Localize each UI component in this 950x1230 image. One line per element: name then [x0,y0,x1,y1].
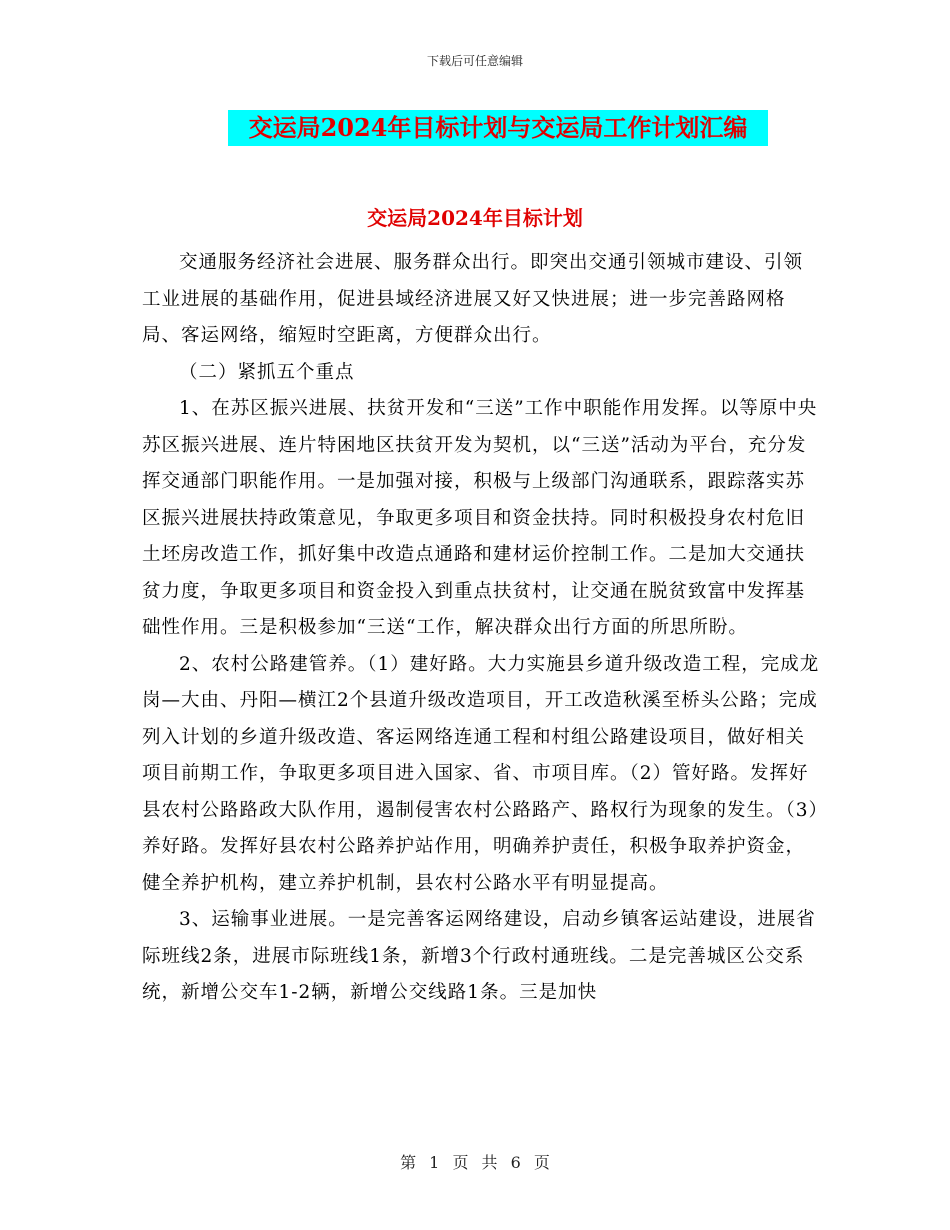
page-header-note: 下载后可任意编辑 [426,54,523,68]
body-text [142,245,822,1012]
document-title: 交运局2024年目标计划与交运局工作计划汇编 [228,110,768,146]
page-footer: 第 1 页 共 6 页 [400,1153,550,1172]
section-title: 交运局2024年目标计划 [367,206,583,230]
paragraph-item-3: 3、运输事业进展。一是完善客运网络建设，启动乡镇客运站建设，进展省际班线2条，进展市际班线1条，新增3个行政村通班线。二是完善城区公交系统，新增公交车1-2辆，新增公交线路1条。三是加快 [142,909,816,1003]
paragraph-heading-key-points: （二）紧抓五个重点 [179,361,355,383]
paragraph-item-1: 1、在苏区振兴进展、扶贫开发和“三送”工作中职能作用发挥。以等原中央苏区振兴进展、连片特困地区扶贫开发为契机，以“三送”活动为平台，充分发挥交通部门职能作用。一是加强对接，积极与上级部门沟通联系，跟踪落实苏区振兴进展扶持政策意见，争取更多项目和资金扶持。同时积极投身农村危旧土坯房改造工作，抓好集中改造点通路和建材运价控制工作。二是加大交通扶贫力度，争取更多项目和资金投入到重点扶贫村，让交通在脱贫致富中发挥基础性作用。三是积极参加“三送“工作，解决群众出行方面的所思所盼。 [142,398,818,638]
paragraph-item-2: 2、农村公路建管养。（1）建好路。大力实施县乡道升级改造工程，完成龙岗—大由、丹阳—横江2个县道升级改造项目，开工改造秋溪至桥头公路；完成列入计划的乡道升级改造、客运网络连通工程和村组公路建设项目，做好相关项目前期工作，争取更多项目进入国家、省、市项目库。（2）管好路。发挥好县农村公路路政大队作用，遏制侵害农村公路路产、路权行为现象的发生。（3）养好路。发挥好县农村公路养护站作用，明确养护责任，积极争取养护资金，健全养护机构，建立养护机制，县农村公路水平有明显提高。 [142,653,820,894]
paragraph-intro: 交通服务经济社会进展、服务群众出行。即突出交通引领城市建设、引领工业进展的基础作用，促进县域经济进展又好又快进展；进一步完善路网格局、客运网络，缩短时空距离，方便群众出行。 [142,252,804,346]
